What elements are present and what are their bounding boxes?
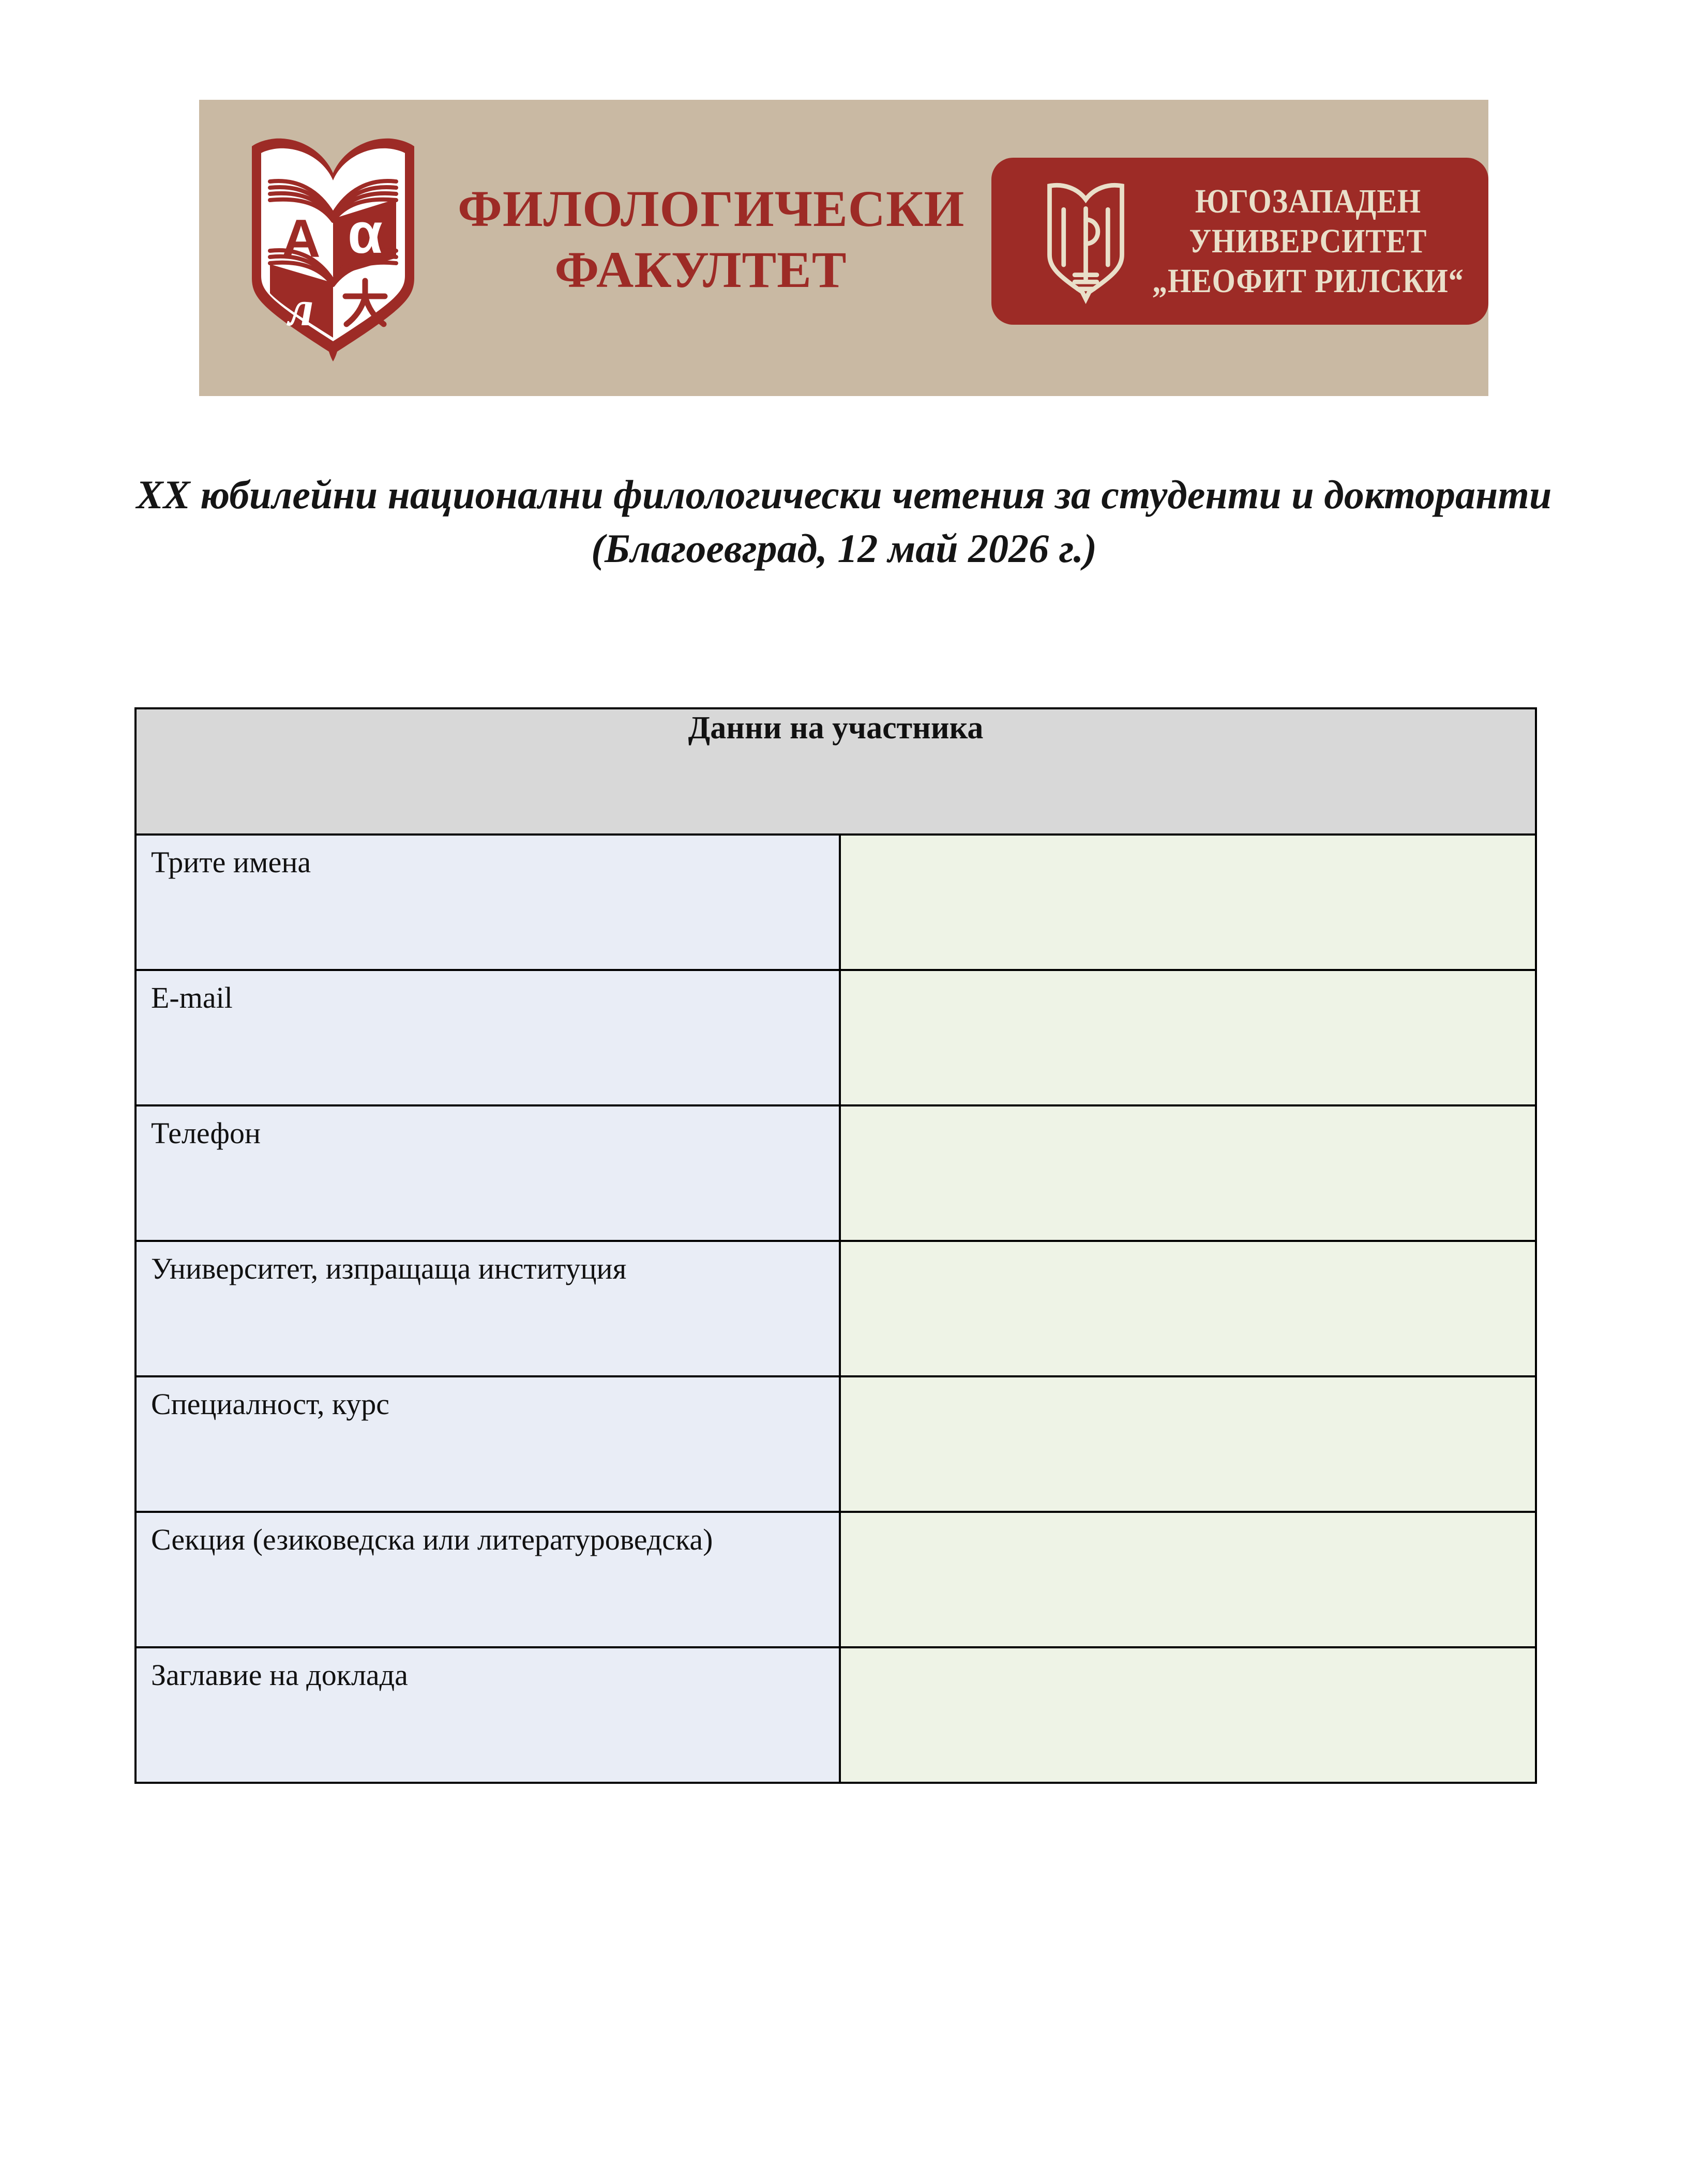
document-title-line1: XX юбилейни национални филологически четения за студенти и докторанти [136,472,1552,517]
table-row [135,835,1536,970]
participant-data-table [134,707,1537,1784]
table-row [135,1376,1536,1512]
row-value-cell[interactable] [840,1105,1536,1241]
header-banner [199,100,1488,396]
row-label: Секция (езиковедска или литературоведска) [135,1512,840,1647]
faculty-name-line1: ФИЛОЛОГИЧЕСКИ [458,180,965,237]
university-monogram-icon [1041,178,1131,304]
row-value-cell[interactable] [840,1512,1536,1647]
row-value-cell[interactable] [840,970,1536,1105]
row-label: Заглавие на доклада [135,1647,840,1783]
philology-faculty-logo-icon [243,128,423,366]
svg-text:л: л [288,281,314,336]
university-plaque [991,158,1488,325]
table-row [135,1512,1536,1647]
document-title [0,468,1688,575]
svg-text:А: А [281,209,321,269]
row-value-cell[interactable] [840,1241,1536,1376]
table-header-row [135,708,1536,835]
table-row [135,970,1536,1105]
table-header-title: Данни на участника [135,708,1536,835]
row-label: Трите имена [135,835,840,970]
university-name-line2: УНИВЕРСИТЕТ [1189,222,1427,260]
svg-text:α: α [348,202,383,265]
row-value-cell[interactable] [840,1647,1536,1783]
table-row [135,1647,1536,1783]
faculty-name [458,178,965,300]
university-name-line3: „НЕОФИТ РИЛСКИ“ [1152,262,1464,300]
form-rows [135,835,1536,1783]
row-value-cell[interactable] [840,835,1536,970]
document-title-line2: (Благоевград, 12 май 2026 г.) [591,526,1097,571]
university-name-line1: ЮГОЗАПАДЕН [1195,183,1421,220]
table-row [135,1241,1536,1376]
row-label: Специалност, курс [135,1376,840,1512]
row-label: E-mail [135,970,840,1105]
university-name [1131,181,1496,301]
faculty-name-line2: ФАКУЛТЕТ [554,241,847,298]
table-row [135,1105,1536,1241]
row-label: Телефон [135,1105,840,1241]
row-value-cell[interactable] [840,1376,1536,1512]
row-label: Университет, изпращаща институция [135,1241,840,1376]
